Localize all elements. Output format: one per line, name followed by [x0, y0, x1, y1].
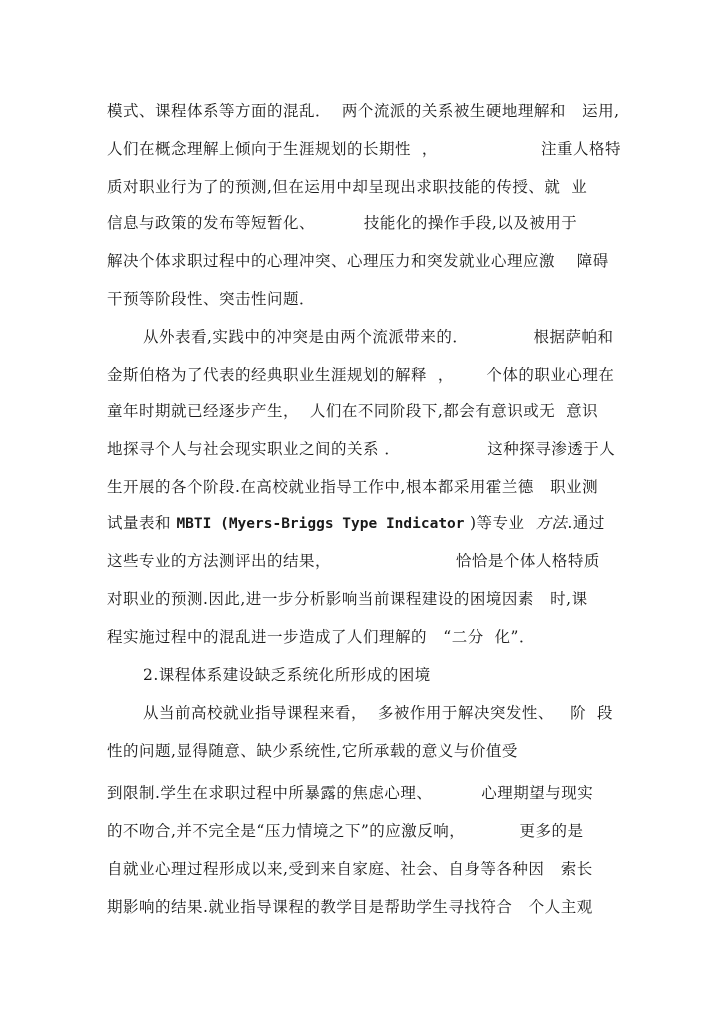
text-segment: 试量表和 [107, 514, 177, 532]
text-line: 信息与政策的发布等短暂化、 技能化的操作手段,以及被用于 [107, 214, 578, 232]
section-heading: 2.课程体系建设缺乏系统化所形成的困境 [143, 666, 431, 684]
text-line: 自就业心理过程形成以来,受到来自家庭、社会、自身等各种因 索长 [107, 860, 593, 878]
text-segment: )等专业 [464, 514, 536, 532]
text-line: 程实施过程中的混乱进一步造成了人们理解的 “二分 化”． [107, 628, 535, 646]
paragraph-first-line: 从外表看,实践中的冲突是由两个流派带来的． 根据萨帕和 [143, 328, 614, 346]
text-line: 童年时期就已经逐步产生， 人们在不同阶段下,都会有意识或无 意识 [107, 402, 599, 420]
text-line: 这些专业的方法测评出的结果， 恰恰是个体人格特质 [107, 552, 600, 570]
text-line: 对职业的预测.因此,进一步分析影响当前课程建设的困境因素 时,课 [107, 590, 588, 608]
mbti-term: MBTI (Myers-Briggs Type Indicator [176, 516, 465, 532]
italic-term: 方法 [535, 514, 568, 532]
text-line: 干预等阶段性、突击性问题． [107, 290, 316, 308]
text-segment: .通过 [567, 514, 605, 532]
text-line: 生开展的各个阶段.在高校就业指导工作中,根本都采用霍兰德 职业测 [107, 478, 599, 496]
text-line-mixed [107, 513, 605, 534]
text-line: 人们在概念理解上倾向于生涯规划的长期性 ， 注重人格特 [107, 140, 621, 158]
paragraph-first-line: 从当前高校就业指导课程来看， 多被作用于解决突发性、 阶 段 [143, 704, 613, 722]
text-line: 金斯伯格为了代表的经典职业生涯规划的解释 ， 个体的职业心理在 [107, 366, 615, 384]
text-line: 模式、课程体系等方面的混乱． 两个流派的关系被生硬地理解和 运用, [107, 102, 620, 120]
text-line: 到限制.学生在求职过程中所暴露的焦虑心理、 心理期望与现实 [107, 784, 594, 802]
text-line: 的不吻合,并不完全是“压力情境之下”的应激反响， 更多的是 [107, 822, 584, 840]
text-line: 性的问题,显得随意、缺少系统性,它所承载的意义与价值受 [107, 742, 518, 760]
text-line: 质对职业行为了的预测,但在运用中却呈现出求职技能的传授、就 业 [107, 178, 588, 196]
text-line: 地探寻个人与社会现实职业之间的关系 ． 这种探寻渗透于人 [107, 440, 616, 458]
text-line: 解决个体求职过程中的心理冲突、心理压力和突发就业心理应激 障碍 [107, 252, 609, 270]
text-line: 期影响的结果.就业指导课程的教学目是帮助学生寻找符合 个人主观 [107, 898, 593, 916]
